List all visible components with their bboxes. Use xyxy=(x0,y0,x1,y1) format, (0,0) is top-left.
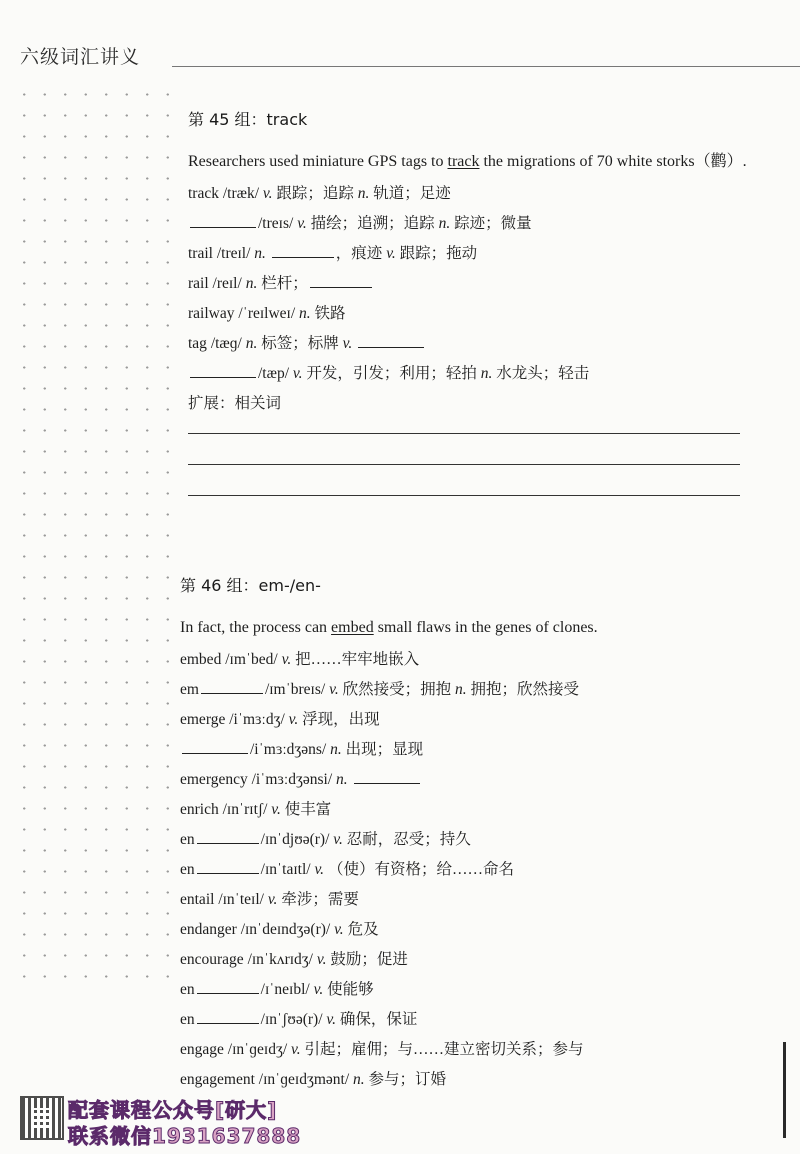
definition: 踪迹；微量 xyxy=(454,215,532,232)
word: rail xyxy=(188,275,209,292)
definition: 浮现，出现 xyxy=(302,711,380,728)
phonetic: /ˈreɪlweɪ/ xyxy=(238,305,296,322)
word: tag xyxy=(188,335,207,352)
definition: 开发，引发；利用；轻拍 xyxy=(306,365,477,382)
part-of-speech: v. xyxy=(267,891,278,908)
vocab-entry xyxy=(180,945,740,975)
part-of-speech: v. xyxy=(329,681,339,698)
definition: 栏杆； xyxy=(261,275,308,292)
page-edge-mark xyxy=(783,1042,786,1138)
phonetic: /ɪnˈdeɪndʒə(r)/ xyxy=(240,921,331,938)
phonetic: /treɪl/ xyxy=(216,245,251,262)
phonetic: /ɪnˈtaɪtl/ xyxy=(260,861,311,878)
definition: 标签；标牌 xyxy=(261,335,339,352)
writing-line[interactable] xyxy=(188,495,740,496)
definition: 危及 xyxy=(347,921,379,938)
logo-line-1: 配套课程公众号[研大] xyxy=(68,1098,278,1122)
vocab-entry xyxy=(180,705,740,735)
part-of-speech: v. xyxy=(291,1041,301,1058)
part-of-speech: n. xyxy=(438,215,451,232)
part-of-speech: v. xyxy=(314,861,325,878)
definition: 牵涉；需要 xyxy=(281,891,359,908)
fill-in-blank[interactable] xyxy=(358,331,424,348)
group-title: 第 45 组：track xyxy=(188,110,308,129)
phonetic: /ɪnˈkʌrɪdʒ/ xyxy=(247,951,313,968)
vocab-entry xyxy=(188,209,748,239)
part-of-speech: v. xyxy=(297,215,307,232)
definition: 描绘；追溯；追踪 xyxy=(310,215,435,232)
vocab-entry xyxy=(180,885,740,915)
definition: 欣然接受；拥抱 xyxy=(342,681,452,698)
example-sentence xyxy=(180,614,740,641)
part-of-speech: n. xyxy=(480,365,493,382)
word: engage xyxy=(180,1041,224,1058)
page-header-title: 六级词汇讲义 xyxy=(20,46,141,68)
phonetic: /tæp/ xyxy=(258,365,290,382)
watermark-logo xyxy=(20,1090,310,1146)
fill-in-blank[interactable] xyxy=(310,271,372,288)
part-of-speech: n. xyxy=(245,275,258,292)
part-of-speech: v. xyxy=(271,801,281,818)
vocab-entry xyxy=(180,675,740,705)
vocab-entry xyxy=(180,975,740,1005)
part-of-speech: v. xyxy=(342,335,353,352)
phonetic: /ɪnˈʃʊə(r)/ xyxy=(260,1011,323,1028)
writing-line[interactable] xyxy=(188,433,740,434)
fill-in-blank[interactable] xyxy=(197,977,259,994)
vocab-entry xyxy=(188,269,748,299)
fill-in-blank[interactable] xyxy=(197,857,259,874)
part-of-speech: v. xyxy=(326,1011,336,1028)
definition: 确保，保证 xyxy=(339,1011,418,1028)
word: track xyxy=(188,185,219,202)
vocab-entry xyxy=(180,795,740,825)
word: emergency xyxy=(180,771,248,788)
sentence-text: In fact, the process can xyxy=(180,619,332,636)
part-of-speech: n. xyxy=(336,771,348,788)
phonetic: /ɪmˈbed/ xyxy=(225,651,278,668)
example-sentence xyxy=(188,148,748,175)
phonetic: /treɪs/ xyxy=(258,215,294,232)
dot-grid-margin xyxy=(14,84,169,984)
word-prefix: em xyxy=(180,681,199,698)
group-45-section xyxy=(188,106,748,496)
part-of-speech: v. xyxy=(334,921,344,938)
extension-label: 扩展：相关词 xyxy=(188,395,282,412)
vocab-entry xyxy=(180,825,740,855)
word: engagement xyxy=(180,1071,255,1088)
phonetic: /iˈmɜːdʒ/ xyxy=(229,711,285,728)
word: emerge xyxy=(180,711,226,728)
group-title: 第 46 组：em-/en- xyxy=(180,576,321,595)
definition: ，痕迹 xyxy=(335,245,383,262)
word: endanger xyxy=(180,921,237,938)
phonetic: /ɪnˈdjʊə(r)/ xyxy=(260,831,330,848)
word-prefix: en xyxy=(180,1011,195,1028)
part-of-speech: n. xyxy=(245,335,258,352)
definition: 跟踪；追踪 xyxy=(276,185,354,202)
group-46-section xyxy=(180,572,740,1095)
part-of-speech: n. xyxy=(330,741,342,758)
part-of-speech: n. xyxy=(299,305,311,322)
vocab-entry xyxy=(180,645,740,675)
definition: 忍耐，忍受；持久 xyxy=(346,831,471,848)
sentence-keyword: embed xyxy=(331,619,374,636)
definition: 拥抱；欣然接受 xyxy=(470,681,579,698)
vocab-entry xyxy=(180,765,740,795)
fill-in-blank[interactable] xyxy=(197,1007,259,1024)
definition: 使能够 xyxy=(327,981,374,998)
word-prefix: en xyxy=(180,861,195,878)
vocab-entry xyxy=(188,329,748,359)
part-of-speech: v. xyxy=(313,981,324,998)
word: enrich xyxy=(180,801,219,818)
fill-in-blank[interactable] xyxy=(182,737,248,754)
qr-code-icon xyxy=(20,1096,64,1140)
definition: （使）有资格；给……命名 xyxy=(327,861,514,878)
fill-in-blank[interactable] xyxy=(354,767,420,784)
definition: 鼓励；促进 xyxy=(330,951,408,968)
phonetic: /ɪnˈɡeɪdʒ/ xyxy=(227,1041,288,1058)
word: encourage xyxy=(180,951,244,968)
word-prefix: en xyxy=(180,831,195,848)
part-of-speech: n. xyxy=(357,185,370,202)
phonetic: /tæɡ/ xyxy=(210,335,242,352)
definition: 出现；显现 xyxy=(345,741,424,758)
vocab-entry xyxy=(188,179,748,209)
part-of-speech: v. xyxy=(262,185,273,202)
phonetic: /træk/ xyxy=(222,185,260,202)
part-of-speech: v. xyxy=(292,365,303,382)
fill-in-blank[interactable] xyxy=(272,241,334,258)
definition: 轨道；足迹 xyxy=(373,185,451,202)
word-prefix: en xyxy=(180,981,195,998)
vocab-entry xyxy=(188,359,748,389)
part-of-speech: v. xyxy=(288,711,299,728)
word: trail xyxy=(188,245,213,262)
word: railway xyxy=(188,305,235,322)
vocab-entry xyxy=(188,239,748,269)
phonetic: /reɪl/ xyxy=(212,275,242,292)
part-of-speech: n. xyxy=(254,245,266,262)
sentence-text: small flaws in the genes of clones. xyxy=(373,619,598,636)
definition: 引起；雇佣；与……建立密切关系；参与 xyxy=(304,1041,584,1058)
phonetic: /ɪnˈrɪtʃ/ xyxy=(222,801,268,818)
part-of-speech: n. xyxy=(353,1071,365,1088)
fill-in-blank[interactable] xyxy=(197,827,259,844)
fill-in-blank[interactable] xyxy=(201,677,263,694)
definition: 跟踪；拖动 xyxy=(399,245,478,262)
definition: 参与；订婚 xyxy=(368,1071,447,1088)
vocab-entry xyxy=(180,1035,740,1065)
phonetic: /iˈmɜːdʒəns/ xyxy=(250,741,327,758)
part-of-speech: v. xyxy=(333,831,343,848)
part-of-speech: n. xyxy=(454,681,467,698)
phonetic: /ɪˈneɪbl/ xyxy=(260,981,310,998)
vocab-entry xyxy=(188,299,748,329)
writing-line[interactable] xyxy=(188,464,740,465)
part-of-speech: v. xyxy=(386,245,396,262)
fill-in-blank[interactable] xyxy=(190,361,256,378)
definition: 水龙头；轻击 xyxy=(496,365,590,382)
vocab-entry xyxy=(180,915,740,945)
vocab-entry xyxy=(180,1005,740,1035)
definition: 铁路 xyxy=(314,305,346,322)
vocab-entry xyxy=(180,735,740,765)
phonetic: /ɪnˈɡeɪdʒmənt/ xyxy=(258,1071,350,1088)
sentence-text: Researchers used miniature GPS tags to xyxy=(188,153,448,170)
definition: 把……牢牢地嵌入 xyxy=(295,651,420,668)
header-rule xyxy=(172,66,800,67)
phonetic: /ɪnˈteɪl/ xyxy=(218,891,264,908)
sentence-keyword: track xyxy=(447,153,480,170)
phonetic: /iˈmɜːdʒənsi/ xyxy=(251,771,333,788)
vocab-entry xyxy=(180,855,740,885)
word: entail xyxy=(180,891,215,908)
definition: 使丰富 xyxy=(284,801,332,818)
part-of-speech: v. xyxy=(316,951,327,968)
logo-line-2: 联系微信1931637888 xyxy=(68,1124,302,1148)
sentence-text: the migrations of 70 white storks（鹳）. xyxy=(479,153,747,170)
word: embed xyxy=(180,651,222,668)
fill-in-blank[interactable] xyxy=(190,211,256,228)
part-of-speech: v. xyxy=(281,651,292,668)
phonetic: /ɪmˈbreɪs/ xyxy=(264,681,326,698)
